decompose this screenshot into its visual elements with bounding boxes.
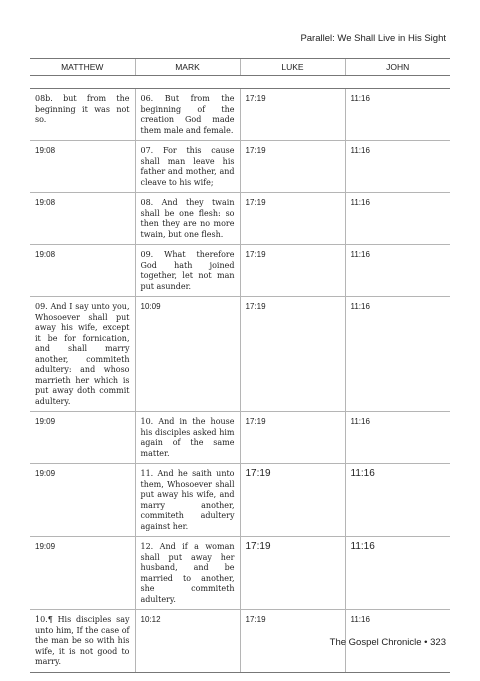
- john-cell: 11:16: [345, 141, 450, 193]
- table-row: [30, 89, 450, 141]
- luke-cell: 17:19: [240, 412, 345, 464]
- matthew-cell: 10.¶ His disciples say unto him, If the case of the man be so with his wife, it is not good to marry.: [30, 610, 135, 673]
- luke-cell: 17:19: [240, 245, 345, 297]
- john-cell: 11:16: [345, 193, 450, 245]
- john-cell: 11:16: [345, 610, 450, 673]
- column-header-john: JOHN: [345, 59, 450, 76]
- matthew-cell: 19:08: [30, 141, 135, 193]
- table-row: [30, 193, 450, 245]
- john-cell: 11:16: [345, 412, 450, 464]
- column-header-matthew: MATTHEW: [30, 59, 135, 76]
- mark-cell: 09. What therefore God hath joined together, let not man put asunder.: [135, 245, 240, 297]
- table-row: [30, 412, 450, 464]
- matthew-cell: 09. And I say unto you, Whosoever shall put away his wife, except it be for fornication, and shall marry another, commiteth adultery: and whoso marrieth her which is put away doth commit adultery.: [30, 297, 135, 412]
- luke-cell: 17:19: [240, 141, 345, 193]
- luke-cell: 17:19: [240, 464, 345, 537]
- john-cell: 11:16: [345, 89, 450, 141]
- table-row: [30, 464, 450, 537]
- column-header-mark: MARK: [135, 59, 240, 76]
- matthew-cell: 19:09: [30, 464, 135, 537]
- mark-cell: 10. And in the house his disciples asked him again of the same matter.: [135, 412, 240, 464]
- mark-cell: 10:09: [135, 297, 240, 412]
- luke-cell: 17:19: [240, 297, 345, 412]
- column-header-luke: LUKE: [240, 59, 345, 76]
- table-spacer-row: [30, 76, 450, 89]
- mark-cell: 10:12: [135, 610, 240, 673]
- john-cell: 11:16: [345, 537, 450, 610]
- matthew-cell: 19:09: [30, 537, 135, 610]
- page-footer: The Gospel Chronicle • 323: [329, 637, 446, 648]
- mark-cell: 07. For this cause shall man leave his father and mother, and cleave to his wife;: [135, 141, 240, 193]
- mark-cell: 12. And if a woman shall put away her husband, and be married to another, she commiteth adultery.: [135, 537, 240, 610]
- table-row: [30, 537, 450, 610]
- matthew-cell: 19:08: [30, 245, 135, 297]
- table-row: [30, 297, 450, 412]
- mark-cell: 11. And he saith unto them, Whosoever shall put away his wife, and marry another, commiteth adultery against her.: [135, 464, 240, 537]
- luke-cell: 17:19: [240, 537, 345, 610]
- table-row: [30, 141, 450, 193]
- john-cell: 11:16: [345, 464, 450, 537]
- luke-cell: 17:19: [240, 89, 345, 141]
- page-header-title: Parallel: We Shall Live in His Sight: [300, 33, 446, 44]
- table-row: [30, 245, 450, 297]
- matthew-cell: 08b. but from the beginning it was not so.: [30, 89, 135, 141]
- mark-cell: 08. And they twain shall be one flesh: so then they are no more twain, but one flesh.: [135, 193, 240, 245]
- luke-cell: 17:19: [240, 610, 345, 673]
- john-cell: 11:16: [345, 245, 450, 297]
- john-cell: 11:16: [345, 297, 450, 412]
- table-header-row: [30, 59, 450, 76]
- parallel-gospel-table: [30, 58, 450, 673]
- matthew-cell: 19:08: [30, 193, 135, 245]
- luke-cell: 17:19: [240, 193, 345, 245]
- matthew-cell: 19:09: [30, 412, 135, 464]
- mark-cell: 06. But from the beginning of the creation God made them male and female.: [135, 89, 240, 141]
